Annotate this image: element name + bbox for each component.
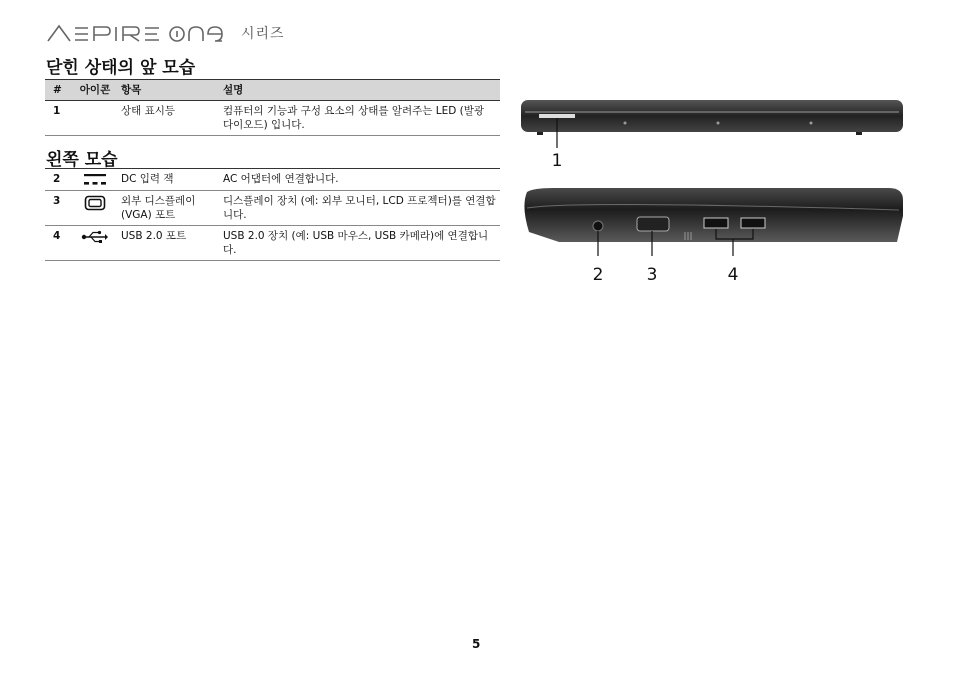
row-num: 1 [45, 101, 73, 136]
dc-in-jack [593, 221, 603, 231]
row-item: DC 입력 잭 [117, 169, 219, 191]
table-row [45, 101, 500, 136]
row-desc: 디스플레이 장치 (예: 외부 모니터, LCD 프로젝터)를 연결합니다. [219, 191, 500, 226]
row-icon-cell [73, 169, 117, 191]
header-num: # [45, 80, 73, 101]
status-indicator-light [539, 114, 575, 118]
vga-monitor-icon [84, 195, 106, 211]
callout-3: 3 [646, 265, 658, 285]
row-icon-cell [73, 191, 117, 226]
row-item: USB 2.0 포트 [117, 226, 219, 261]
laptop-left-view [524, 188, 903, 242]
laptop-views-illustration [513, 96, 907, 294]
row-desc: 컴퓨터의 기능과 구성 요소의 상태를 알려주는 LED (발광 다이오드) 입니다. [219, 101, 500, 136]
header-item: 항목 [117, 80, 219, 101]
page-header [46, 20, 285, 46]
usb-icon [81, 230, 109, 244]
laptop-front-view [521, 100, 903, 135]
usb-port-1 [704, 218, 728, 228]
row-item: 외부 디스플레이 (VGA) 포트 [117, 191, 219, 226]
table-header-row [45, 80, 500, 101]
spec-table-front [45, 79, 500, 136]
row-item: 상태 표시등 [117, 101, 219, 136]
header-desc: 설명 [219, 80, 500, 101]
callout-2: 2 [592, 265, 604, 285]
callout-4: 4 [727, 265, 739, 285]
page-number: 5 [472, 637, 481, 651]
row-num: 4 [45, 226, 73, 261]
section-title-front: 닫힌 상태의 앞 모습 [46, 58, 196, 78]
row-icon-cell [73, 226, 117, 261]
callout-1: 1 [551, 151, 563, 171]
section-title-left: 왼쪽 모습 [46, 150, 118, 170]
header-icon: 아이콘 [73, 80, 117, 101]
series-label: 시리즈 [241, 26, 285, 42]
row-desc: AC 어댑터에 연결합니다. [219, 169, 500, 191]
dc-in-icon [82, 173, 108, 187]
row-num: 3 [45, 191, 73, 226]
table-row [45, 191, 500, 226]
usb-port-2 [741, 218, 765, 228]
row-desc: USB 2.0 장치 (예: USB 마우스, USB 카메라)에 연결합니다. [219, 226, 500, 261]
row-num: 2 [45, 169, 73, 191]
vga-port [637, 217, 669, 231]
row-icon-cell [73, 101, 117, 136]
aspire-one-logo [46, 22, 236, 44]
table-row [45, 169, 500, 191]
spec-table-left [45, 168, 500, 261]
table-row [45, 226, 500, 261]
